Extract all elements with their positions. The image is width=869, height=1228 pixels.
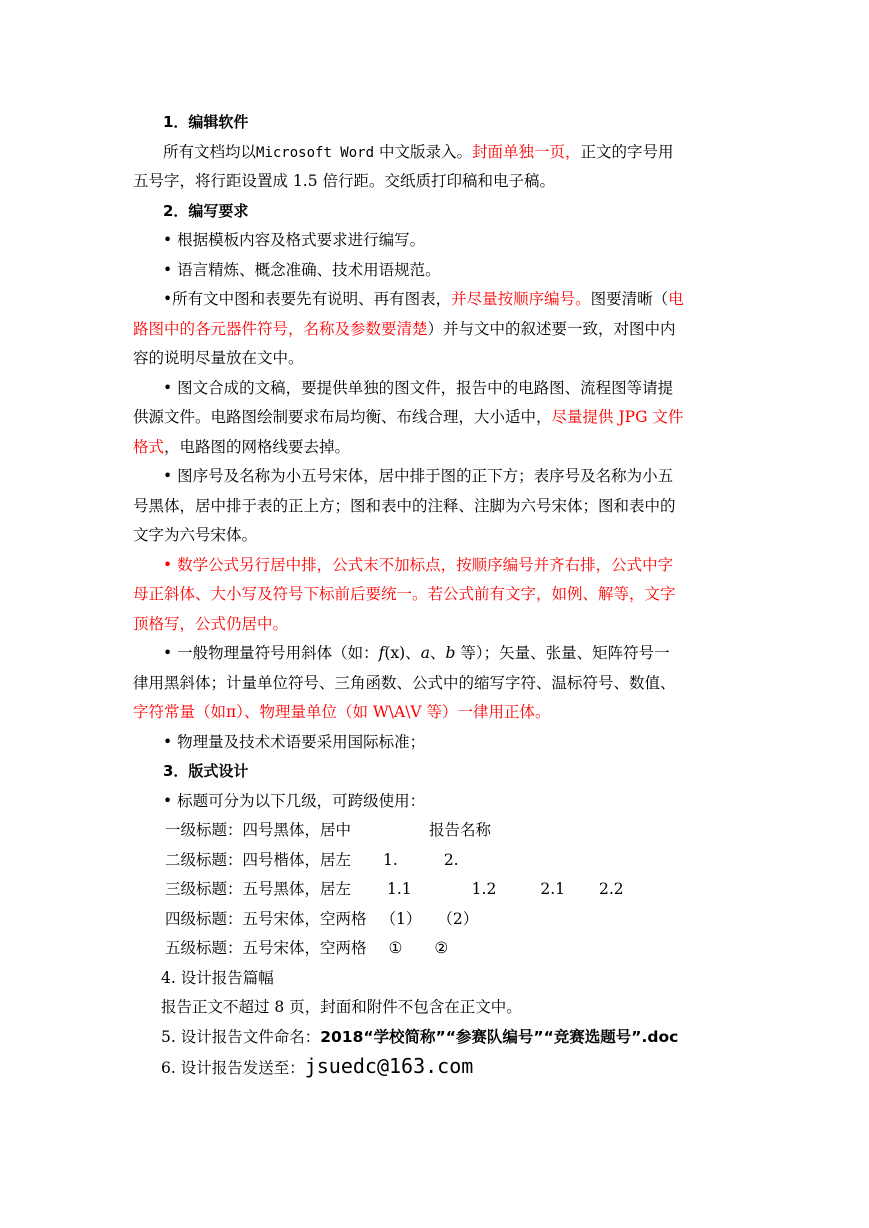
- heading-level-label: 四级标题：五号宋体，空两格: [165, 909, 367, 928]
- text-run: ，电路图的网格线要去掉。: [164, 437, 351, 456]
- paragraph-line: [133, 138, 743, 168]
- text-run: 6. 设计报告发送至：: [161, 1059, 305, 1077]
- highlighted-text: 封面单独一页，: [471, 142, 581, 161]
- paragraph-line: 字符常量（如π）、物理量单位（如 W\A\V 等）一律用正体。: [133, 703, 551, 721]
- text-run: 图要清晰（: [590, 290, 669, 308]
- section-heading-4: 4. 设计报告篇幅: [161, 968, 274, 987]
- heading-level-example: （2）: [437, 909, 479, 928]
- text-run: Microsoft Word: [256, 144, 375, 161]
- bullet-item: • 图序号及名称为小五号宋体，居中排于图的正下方；表序号及名称为小五: [163, 467, 674, 485]
- paragraph-line: 律用黑斜体；计量单位符号、三角函数、公式中的缩写字符、温标符号、数值、: [133, 673, 676, 692]
- bullet-item: • 数学公式另行居中排，公式末不加标点，按顺序编号并齐右排，公式中字: [163, 555, 674, 574]
- math-symbol: f: [378, 644, 385, 662]
- filename-rule-line: [133, 1023, 743, 1053]
- text-run: • 一般物理量符号用斜体（如：: [163, 644, 379, 662]
- paragraph-line: [133, 403, 743, 433]
- highlighted-text: 格式: [133, 437, 165, 456]
- heading-level-example: （1）: [380, 909, 422, 928]
- paragraph-line: [133, 433, 743, 463]
- paragraph-line: 号黑体，居中排于表的正上方；图和表中的注释、注脚为六号宋体；图和表中的: [133, 496, 676, 515]
- paragraph-line: 母正斜体、大小写及符号下标前后要统一。若公式前有文字，如例、解等，文字: [133, 585, 676, 603]
- bullet-item: • 图文合成的文稿，要提供单独的图文件，报告中的电路图、流程图等请提: [163, 378, 674, 397]
- heading-level-example: 报告名称: [429, 821, 492, 839]
- section-heading-3: 3．版式设计: [163, 762, 249, 780]
- heading-level-label: 三级标题：五号黑体，居左: [165, 880, 352, 898]
- heading-level-example: 2.: [443, 850, 459, 869]
- highlighted-text: 电: [668, 290, 684, 308]
- email-address: jsuedc@163.com: [304, 1054, 474, 1078]
- section-heading-2: 2．编写要求: [163, 201, 249, 220]
- text-run: •所有文中图和表要先有说明、再有图表，: [163, 290, 452, 308]
- bullet-item: • 标题可分为以下几级，可跨级使用：: [163, 791, 426, 810]
- email-line: [133, 1052, 743, 1082]
- text-run: ）并与文中的叙述要一致，对图中内: [427, 319, 676, 338]
- heading-level-row: [133, 905, 743, 935]
- bullet-item: • 语言精炼、概念准确、技术用语规范。: [163, 260, 441, 279]
- highlighted-text: 尽量提供 JPG 文件: [551, 408, 684, 426]
- document-body: [133, 108, 743, 1082]
- heading-level-example: 1.2: [471, 880, 497, 898]
- heading-level-example: 1.1: [387, 880, 412, 898]
- filename-format: 2018“学校简称”“参赛队编号”“竞赛选题号”.doc: [320, 1027, 679, 1046]
- paragraph-line: 文字为六号宋体。: [133, 526, 258, 544]
- bullet-item: [133, 639, 743, 669]
- heading-level-row: [133, 875, 743, 905]
- heading-level-label: 二级标题：四号楷体，居左: [165, 850, 352, 869]
- text-run: 中文版录入。: [378, 142, 472, 161]
- text-run: 5. 设计报告文件命名：: [161, 1027, 321, 1046]
- text-run: 所有文档均以: [163, 142, 257, 161]
- paragraph-line: 报告正文不超过 8 页，封面和附件不包含在正文中。: [161, 998, 522, 1016]
- bullet-item: [133, 285, 743, 315]
- heading-level-row: [133, 816, 743, 846]
- bullet-item: • 物理量及技术术语要采用国际标准；: [163, 732, 426, 751]
- math-symbol: (x): [384, 644, 406, 662]
- heading-level-example: 1.: [383, 850, 398, 869]
- math-symbol: b: [445, 644, 456, 662]
- text-run: 正文的字号用: [580, 142, 674, 161]
- section-heading-1: 1．编辑软件: [163, 113, 249, 131]
- heading-level-example: 2.1: [540, 880, 565, 898]
- text-run: 、: [429, 644, 446, 662]
- highlighted-text: 并尽量按顺序编号。: [451, 290, 591, 308]
- paragraph-line: 容的说明尽量放在文中。: [133, 349, 304, 367]
- bullet-item: • 根据模板内容及格式要求进行编写。: [163, 231, 426, 249]
- text-run: 等）；矢量、张量、矩阵符号一: [455, 644, 670, 662]
- heading-level-example: 2.2: [598, 880, 624, 898]
- heading-level-example: ②: [434, 939, 449, 957]
- text-run: 供源文件。电路图绘制要求布局均衡、布线合理，大小适中，: [133, 408, 552, 426]
- highlighted-text: 路图中的各元器件符号，名称及参数要清楚: [133, 319, 428, 338]
- paragraph-line: 顶格写，公式仍居中。: [133, 614, 289, 633]
- heading-level-label: 一级标题：四号黑体，居中: [165, 821, 352, 839]
- math-symbol: a: [420, 644, 430, 662]
- heading-level-label: 五级标题：五号宋体，空两格: [165, 939, 367, 957]
- paragraph-line: 五号字，将行距设置成 1.5 倍行距。交纸质打印稿和电子稿。: [133, 172, 556, 190]
- paragraph-line: [133, 315, 743, 345]
- heading-level-example: ①: [388, 939, 403, 957]
- heading-level-row: [133, 934, 743, 964]
- heading-level-row: [133, 846, 743, 876]
- text-run: 、: [405, 644, 421, 662]
